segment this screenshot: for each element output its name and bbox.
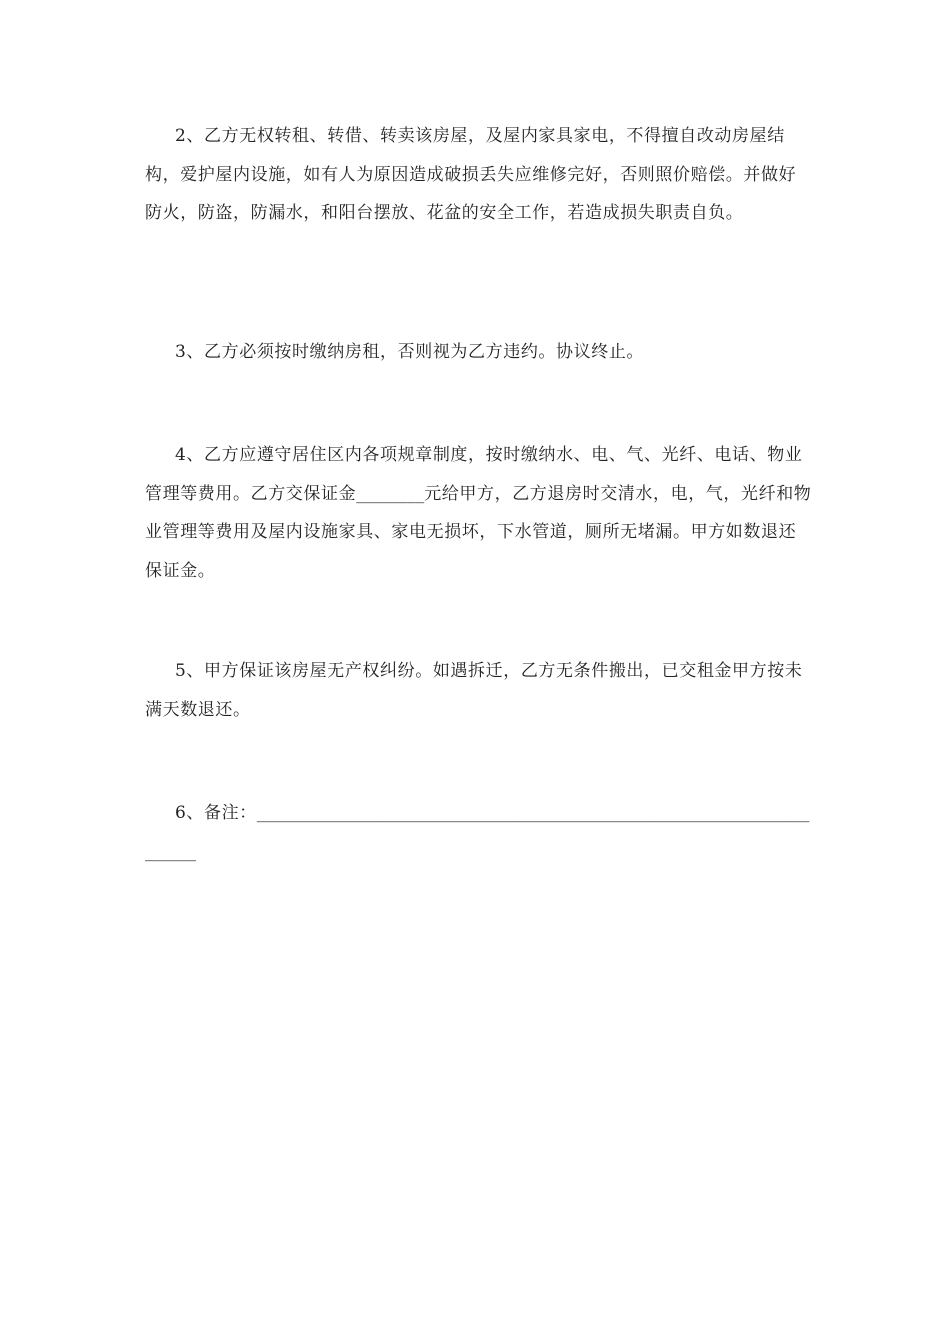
remarks-label: 6、备注：	[175, 803, 257, 823]
clause-2: 2、乙方无权转租、转借、转卖该房屋，及屋内家具家电，不得擅自改动房屋结构，爱护屋内设施，如有人为原因造成破损丢失应维修完好，否则照价赔偿。并做好防火，防盗，防漏水，和阳台摆放、花盆的安全工作，若造成损失职责自负。	[145, 126, 797, 223]
clause-3: 3、乙方必须按时缴纳房租，否则视为乙方违约。协议终止。	[175, 342, 645, 362]
clause-4-text-part2: 元给甲方，乙方退房时交清水，电，气，光纤和物业管理等费用及屋内设施家具、家电无损坏，下水管道，厕所无堵漏。甲方如数退还保证金。	[145, 483, 812, 581]
clause-5: 5、甲方保证该房屋无产权纠纷。如遇拆迁，乙方无条件搬出，已交租金甲方按未满天数退还。	[145, 661, 803, 720]
deposit-amount-blank: ________	[356, 483, 425, 504]
remarks-blank-line: _______________________________________________________________________	[145, 803, 810, 862]
clause-6-remarks	[145, 794, 813, 871]
clause-4	[145, 436, 813, 590]
clause-4-text-part1: 4、乙方应遵守居住区内各项规章制度，按时缴纳水、电、气、光纤、电话、物业管理等费用。乙方交保证金	[145, 445, 803, 504]
